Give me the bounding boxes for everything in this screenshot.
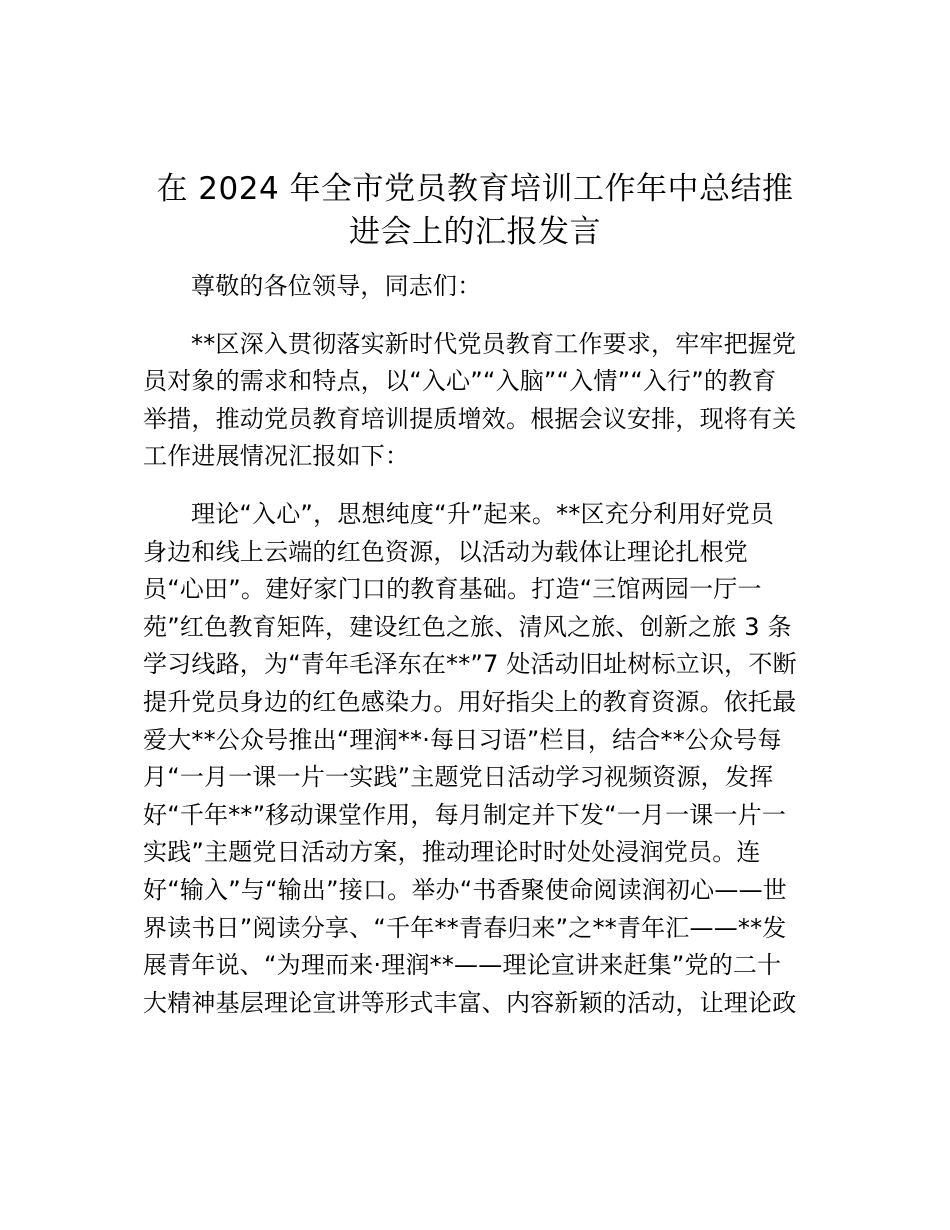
text-line: 员“心田”。建好家门口的教育基础。打造“三馆两园一厅一	[143, 575, 762, 604]
text-line: 月“一月一课一片一实践”主题党日活动学习视频资源，发挥	[143, 763, 774, 792]
text-line: **区深入贯彻落实新时代党员教育工作要求，牢牢把握党	[191, 329, 797, 358]
text-line: 实践”主题党日活动方案，推动理论时时处处浸润党员。连	[143, 838, 761, 867]
text-line: 好“输入”与“输出”接口。举办“书香聚使命阅读润初心——世	[143, 875, 787, 904]
text-line: 员对象的需求和特点，以“入心”“入脑”“入情”“入行”的教育	[143, 367, 777, 396]
title-line-1: 在 2024 年全市党员教育培训工作年中总结推	[156, 171, 794, 207]
text-line: 爱大**公众号推出“理润**·每日习语”栏目，结合**公众号每	[143, 725, 782, 754]
document-body	[143, 268, 813, 1022]
text-line: 理论“入心”，思想纯度“升”起来。**区充分利用好党员	[191, 499, 775, 528]
text-line: 学习线路，为“青年毛泽东在**”7 处活动旧址树标立识，不断	[143, 650, 797, 679]
document-title	[100, 168, 850, 254]
text-line: 大精神基层理论宣讲等形式丰富、内容新颖的活动，让理论政	[143, 988, 797, 1017]
paragraph-salutation	[143, 268, 813, 306]
text-line: 工作进展情况汇报如下：	[143, 442, 410, 471]
text-line: 界读书日”阅读分享、“千年**青春归来”之**青年汇——**发	[143, 913, 787, 942]
text-line: 提升党员身边的红色感染力。用好指尖上的教育资源。依托最	[143, 687, 797, 716]
paragraph-theory	[143, 496, 813, 1022]
text-line: 举措，推动党员教育培训提质增效。根据会议安排，现将有关	[143, 404, 797, 433]
text-line: 好“千年**”移动课堂作用，每月制定并下发“一月一课一片一	[143, 800, 787, 829]
paragraph-intro	[143, 326, 813, 476]
text-line: 尊敬的各位领导，同志们：	[191, 272, 482, 300]
text-line: 展青年说、“为理而来·理润**——理论宣讲来赶集”党的二十	[143, 951, 782, 980]
text-line: 身边和线上云端的红色资源，以活动为载体让理论扎根党	[143, 537, 748, 566]
text-line: 苑”红色教育矩阵，建设红色之旅、清风之旅、创新之旅 3 条	[143, 612, 792, 641]
title-line-2: 进会上的汇报发言	[349, 214, 601, 250]
